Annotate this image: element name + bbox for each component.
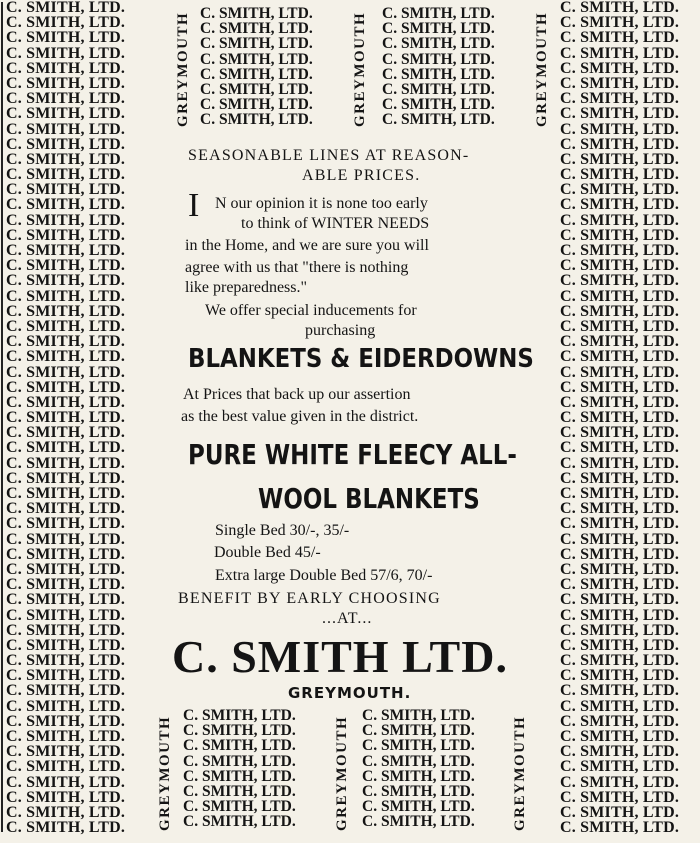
repeat-text-line: C. SMITH, LTD. xyxy=(183,767,296,785)
repeat-text-line: C. SMITH, LTD. xyxy=(560,424,680,442)
repeat-text-line: C. SMITH, LTD. xyxy=(200,20,313,38)
repeat-text-line: C. SMITH, LTD. xyxy=(183,737,296,755)
repeat-text-line: C. SMITH, LTD. xyxy=(362,798,475,816)
repeat-text-line: C. SMITH, LTD. xyxy=(6,545,126,563)
at-line: ...AT... xyxy=(322,610,373,627)
repeat-text-line: C. SMITH, LTD. xyxy=(560,242,680,259)
headline-line-1: SEASONABLE LINES AT REASON- xyxy=(188,147,470,164)
repeat-text-line: C. SMITH, LTD. xyxy=(560,606,680,624)
repeat-text-line: C. SMITH, LTD. xyxy=(362,707,475,724)
repeat-text-line: C. SMITH, LTD. xyxy=(200,80,313,98)
repeat-text-line: C. SMITH, LTD. xyxy=(560,712,680,730)
value-line-1: At Prices that back up our assertion xyxy=(183,386,411,403)
repeat-text-line: C. SMITH, LTD. xyxy=(6,393,126,411)
intro-drop-initial: I xyxy=(188,187,200,224)
top-block-left xyxy=(200,6,313,128)
repeat-text-line: C. SMITH, LTD. xyxy=(6,636,126,654)
repeat-text-line: C. SMITH, LTD. xyxy=(362,722,475,740)
repeat-text-line: C. SMITH, LTD. xyxy=(6,150,126,168)
repeat-text-line: C. SMITH, LTD. xyxy=(362,782,475,800)
repeat-text-line: C. SMITH, LTD. xyxy=(560,14,680,32)
bottom-block-right xyxy=(362,708,475,830)
benefit-line: BENEFIT BY EARLY CHOOSING xyxy=(178,590,441,607)
repeat-text-line: C. SMITH, LTD. xyxy=(6,409,126,427)
repeat-text-line: C. SMITH, LTD. xyxy=(6,667,126,685)
repeat-text-line: C. SMITH, LTD. xyxy=(560,652,680,670)
repeat-text-line: C. SMITH, LTD. xyxy=(6,135,126,153)
repeat-text-line: C. SMITH, LTD. xyxy=(560,196,680,214)
repeat-text-line: C. SMITH, LTD. xyxy=(382,35,495,53)
bottom-greymouth-label-2: GREYMOUTH xyxy=(334,715,350,831)
repeat-text-line: C. SMITH, LTD. xyxy=(6,682,126,700)
repeat-text-line: C. SMITH, LTD. xyxy=(6,712,126,730)
repeat-text-line: C. SMITH, LTD. xyxy=(560,211,680,229)
repeat-text-line: C. SMITH, LTD. xyxy=(6,606,126,624)
repeat-text-line: C. SMITH, LTD. xyxy=(560,302,680,320)
repeat-text-line: C. SMITH, LTD. xyxy=(6,530,126,548)
repeat-text-line: C. SMITH, LTD. xyxy=(560,105,680,123)
intro-line-3: in the Home, and we are sure you will xyxy=(185,237,429,254)
repeat-text-line: C. SMITH, LTD. xyxy=(6,90,126,108)
intro-line-2: to think of WINTER NEEDS xyxy=(241,215,430,232)
offer-line-1: We offer special inducements for xyxy=(205,302,417,319)
repeat-text-line: C. SMITH, LTD. xyxy=(6,105,126,123)
left-column-rule xyxy=(1,2,3,832)
repeat-text-line: C. SMITH, LTD. xyxy=(560,393,680,411)
repeat-text-line: C. SMITH, LTD. xyxy=(560,44,680,62)
repeat-text-line: C. SMITH, LTD. xyxy=(382,111,495,129)
repeat-text-line: C. SMITH, LTD. xyxy=(560,363,680,381)
repeat-text-line: C. SMITH, LTD. xyxy=(6,302,126,320)
repeat-text-line: C. SMITH, LTD. xyxy=(183,782,296,800)
repeat-text-line: C. SMITH, LTD. xyxy=(6,515,126,533)
repeat-text-line: C. SMITH, LTD. xyxy=(560,819,680,837)
repeat-text-line: C. SMITH, LTD. xyxy=(560,758,680,776)
repeat-text-line: C. SMITH, LTD. xyxy=(183,798,296,816)
right-border-column xyxy=(560,0,679,835)
value-line-2: as the best value given in the district. xyxy=(181,408,419,425)
repeat-text-line: C. SMITH, LTD. xyxy=(560,378,680,396)
bottom-block-left xyxy=(183,708,296,830)
repeat-text-line: C. SMITH, LTD. xyxy=(560,697,680,715)
repeat-text-line: C. SMITH, LTD. xyxy=(560,90,680,108)
repeat-text-line: C. SMITH, LTD. xyxy=(6,424,126,442)
repeat-text-line: C. SMITH, LTD. xyxy=(560,515,680,533)
repeat-text-line: C. SMITH, LTD. xyxy=(560,29,680,47)
top-greymouth-label-3: GREYMOUTH xyxy=(534,11,550,128)
repeat-text-line: C. SMITH, LTD. xyxy=(6,758,126,776)
firm-name: C. SMITH LTD. xyxy=(172,631,508,682)
repeat-text-line: C. SMITH, LTD. xyxy=(6,74,126,92)
repeat-text-line: C. SMITH, LTD. xyxy=(6,819,126,837)
repeat-text-line: C. SMITH, LTD. xyxy=(560,226,680,244)
repeat-text-line: C. SMITH, LTD. xyxy=(560,454,680,472)
repeat-text-line: C. SMITH, LTD. xyxy=(560,272,680,290)
left-border-column xyxy=(6,0,125,835)
repeat-text-line: C. SMITH, LTD. xyxy=(6,378,126,396)
repeat-text-line: C. SMITH, LTD. xyxy=(560,59,680,77)
repeat-text-line: C. SMITH, LTD. xyxy=(6,560,126,578)
product-heading: BLANKETS & EIDERDOWNS xyxy=(188,344,534,374)
repeat-text-line: C. SMITH, LTD. xyxy=(560,166,680,184)
repeat-text-line: C. SMITH, LTD. xyxy=(200,50,313,68)
repeat-text-line: C. SMITH, LTD. xyxy=(560,728,680,745)
repeat-text-line: C. SMITH, LTD. xyxy=(560,636,680,654)
repeat-text-line: C. SMITH, LTD. xyxy=(560,530,680,548)
intro-line-4: agree with us that "there is nothing xyxy=(185,259,409,276)
intro-line-5: like preparedness." xyxy=(185,279,308,296)
repeat-text-line: C. SMITH, LTD. xyxy=(6,272,126,290)
repeat-text-line: C. SMITH, LTD. xyxy=(6,652,126,670)
repeat-text-line: C. SMITH, LTD. xyxy=(6,333,126,351)
feature-heading-line-1: PURE WHITE FLEECY ALL- xyxy=(188,438,517,471)
repeat-text-line: C. SMITH, LTD. xyxy=(560,667,680,685)
repeat-text-line: C. SMITH, LTD. xyxy=(6,576,126,594)
top-greymouth-label-1: GREYMOUTH xyxy=(175,11,191,128)
repeat-text-line: C. SMITH, LTD. xyxy=(6,591,126,609)
repeat-text-line: C. SMITH, LTD. xyxy=(6,788,126,806)
repeat-text-line: C. SMITH, LTD. xyxy=(560,135,680,153)
repeat-text-line: C. SMITH, LTD. xyxy=(560,500,680,518)
repeat-text-line: C. SMITH, LTD. xyxy=(200,65,313,83)
repeat-text-line: C. SMITH, LTD. xyxy=(560,348,680,366)
repeat-text-line: C. SMITH, LTD. xyxy=(6,181,126,199)
repeat-text-line: C. SMITH, LTD. xyxy=(6,242,126,259)
price-extra-large: Extra large Double Bed 57/6, 70/- xyxy=(215,567,433,584)
repeat-text-line: C. SMITH, LTD. xyxy=(560,287,680,305)
bottom-greymouth-label-1: GREYMOUTH xyxy=(157,715,173,831)
firm-town: GREYMOUTH. xyxy=(288,684,412,702)
repeat-text-line: C. SMITH, LTD. xyxy=(560,469,680,487)
top-greymouth-label-2: GREYMOUTH xyxy=(352,11,368,128)
repeat-text-line: C. SMITH, LTD. xyxy=(382,5,495,22)
repeat-text-line: C. SMITH, LTD. xyxy=(560,120,680,138)
repeat-text-line: C. SMITH, LTD. xyxy=(183,752,296,770)
repeat-text-line: C. SMITH, LTD. xyxy=(560,621,680,639)
repeat-text-line: C. SMITH, LTD. xyxy=(560,181,680,199)
repeat-text-line: C. SMITH, LTD. xyxy=(183,813,296,831)
repeat-text-line: C. SMITH, LTD. xyxy=(6,14,126,32)
repeat-text-line: C. SMITH, LTD. xyxy=(560,317,680,335)
repeat-text-line: C. SMITH, LTD. xyxy=(560,150,680,168)
repeat-text-line: C. SMITH, LTD. xyxy=(6,226,126,244)
repeat-text-line: C. SMITH, LTD. xyxy=(6,0,126,16)
repeat-text-line: C. SMITH, LTD. xyxy=(6,485,126,502)
repeat-text-line: C. SMITH, LTD. xyxy=(560,803,680,821)
repeat-text-line: C. SMITH, LTD. xyxy=(560,0,680,16)
bottom-greymouth-label-3: GREYMOUTH xyxy=(512,715,528,831)
repeat-text-line: C. SMITH, LTD. xyxy=(6,196,126,214)
repeat-text-line: C. SMITH, LTD. xyxy=(6,773,126,791)
repeat-text-line: C. SMITH, LTD. xyxy=(382,65,495,83)
repeat-text-line: C. SMITH, LTD. xyxy=(382,50,495,68)
repeat-text-line: C. SMITH, LTD. xyxy=(362,737,475,755)
repeat-text-line: C. SMITH, LTD. xyxy=(362,813,475,831)
repeat-text-line: C. SMITH, LTD. xyxy=(362,767,475,785)
repeat-text-line: C. SMITH, LTD. xyxy=(560,74,680,92)
repeat-text-line: C. SMITH, LTD. xyxy=(200,96,313,114)
repeat-text-line: C. SMITH, LTD. xyxy=(560,743,680,761)
repeat-text-line: C. SMITH, LTD. xyxy=(560,545,680,563)
repeat-text-line: C. SMITH, LTD. xyxy=(560,576,680,594)
repeat-text-line: C. SMITH, LTD. xyxy=(6,728,126,745)
repeat-text-line: C. SMITH, LTD. xyxy=(362,752,475,770)
repeat-text-line: C. SMITH, LTD. xyxy=(6,166,126,184)
repeat-text-line: C. SMITH, LTD. xyxy=(6,317,126,335)
repeat-text-line: C. SMITH, LTD. xyxy=(560,439,680,457)
repeat-text-line: C. SMITH, LTD. xyxy=(560,788,680,806)
repeat-text-line: C. SMITH, LTD. xyxy=(560,409,680,427)
repeat-text-line: C. SMITH, LTD. xyxy=(6,439,126,457)
repeat-text-line: C. SMITH, LTD. xyxy=(6,44,126,62)
repeat-text-line: C. SMITH, LTD. xyxy=(382,96,495,114)
repeat-text-line: C. SMITH, LTD. xyxy=(382,80,495,98)
repeat-text-line: C. SMITH, LTD. xyxy=(560,485,680,502)
repeat-text-line: C. SMITH, LTD. xyxy=(6,287,126,305)
price-single: Single Bed 30/-, 35/- xyxy=(215,522,350,539)
repeat-text-line: C. SMITH, LTD. xyxy=(183,722,296,740)
repeat-text-line: C. SMITH, LTD. xyxy=(6,469,126,487)
repeat-text-line: C. SMITH, LTD. xyxy=(560,257,680,275)
feature-heading-line-2: WOOL BLANKETS xyxy=(258,482,480,515)
repeat-text-line: C. SMITH, LTD. xyxy=(560,333,680,351)
repeat-text-line: C. SMITH, LTD. xyxy=(6,454,126,472)
offer-line-2: purchasing xyxy=(305,322,376,339)
intro-line-1: N our opinion it is none too early xyxy=(215,195,428,212)
repeat-text-line: C. SMITH, LTD. xyxy=(560,773,680,791)
repeat-text-line: C. SMITH, LTD. xyxy=(560,560,680,578)
repeat-text-line: C. SMITH, LTD. xyxy=(6,363,126,381)
repeat-text-line: C. SMITH, LTD. xyxy=(6,120,126,138)
repeat-text-line: C. SMITH, LTD. xyxy=(6,257,126,275)
repeat-text-line: C. SMITH, LTD. xyxy=(6,500,126,518)
repeat-text-line: C. SMITH, LTD. xyxy=(200,5,313,22)
repeat-text-line: C. SMITH, LTD. xyxy=(200,111,313,129)
top-block-right xyxy=(382,6,495,128)
repeat-text-line: C. SMITH, LTD. xyxy=(6,621,126,639)
headline-line-2: ABLE PRICES. xyxy=(302,167,421,184)
repeat-text-line: C. SMITH, LTD. xyxy=(382,20,495,38)
repeat-text-line: C. SMITH, LTD. xyxy=(6,743,126,761)
repeat-text-line: C. SMITH, LTD. xyxy=(6,697,126,715)
repeat-text-line: C. SMITH, LTD. xyxy=(6,211,126,229)
repeat-text-line: C. SMITH, LTD. xyxy=(183,707,296,724)
repeat-text-line: C. SMITH, LTD. xyxy=(6,59,126,77)
repeat-text-line: C. SMITH, LTD. xyxy=(6,803,126,821)
repeat-text-line: C. SMITH, LTD. xyxy=(560,591,680,609)
repeat-text-line: C. SMITH, LTD. xyxy=(560,682,680,700)
repeat-text-line: C. SMITH, LTD. xyxy=(6,348,126,366)
repeat-text-line: C. SMITH, LTD. xyxy=(6,29,126,47)
price-double: Double Bed 45/- xyxy=(214,544,321,561)
repeat-text-line: C. SMITH, LTD. xyxy=(200,35,313,53)
